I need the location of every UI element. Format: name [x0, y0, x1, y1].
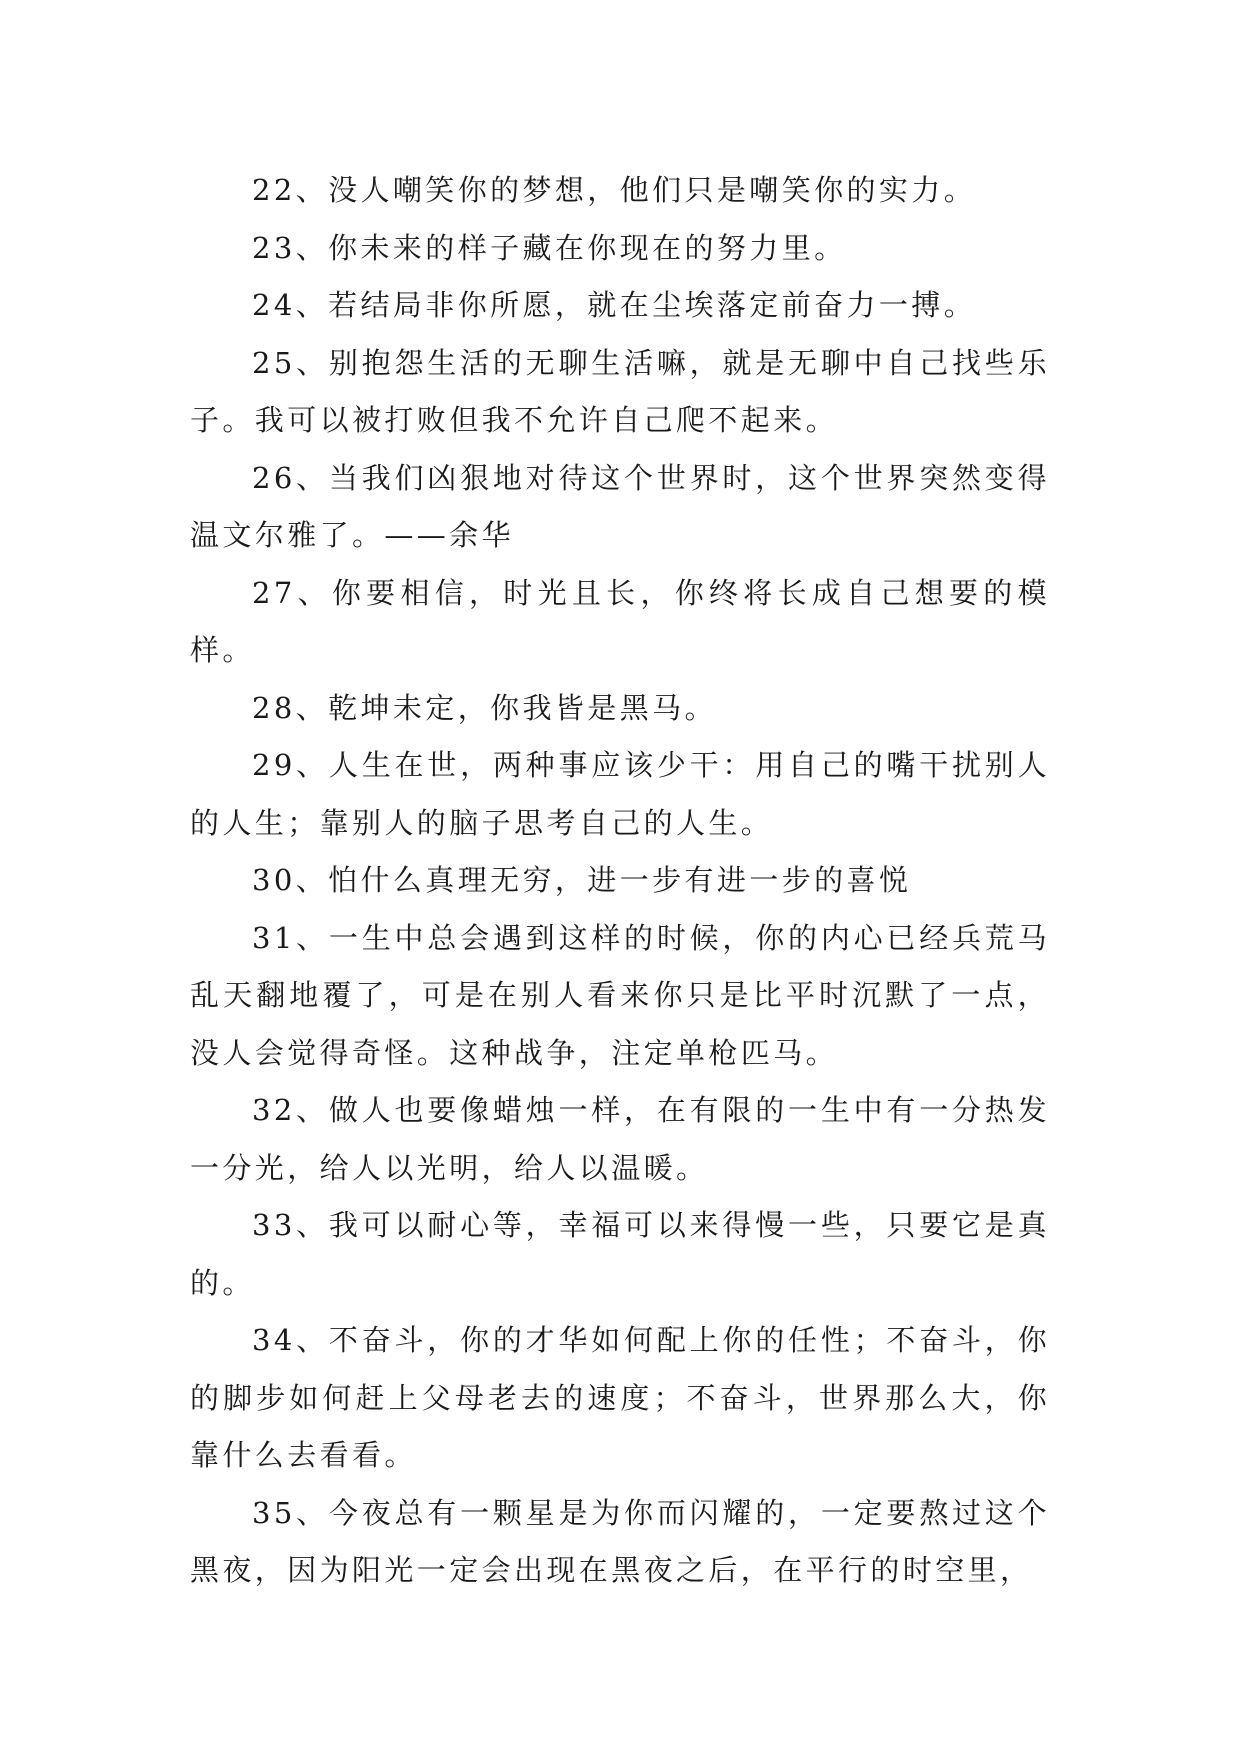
paragraph-30: 30、怕什么真理无穷，进一步有进一步的喜悦: [252, 863, 912, 897]
paragraph-24: 24、若结局非你所愿，就在尘埃落定前奋力一搏。: [252, 288, 977, 322]
paragraph-33: 33、我可以耐心等，幸福可以来得慢一些，只要它是真的。: [190, 1208, 1050, 1300]
paragraph-29: 29、人生在世，两种事应该少干：用自己的嘴干扰别人的人生；靠别人的脑子思考自己的人生。: [190, 748, 1050, 840]
paragraph-27: 27、你要相信，时光且长，你终将长成自己想要的模样。: [190, 575, 1050, 667]
document-body: [190, 162, 1050, 1600]
paragraph-31: 31、一生中总会遇到这样的时候，你的内心已经兵荒马乱天翻地覆了，可是在别人看来你只是比平时沉默了一点，没人会觉得奇怪。这种战争，注定单枪匹马。: [190, 920, 1050, 1070]
paragraph-34: 34、不奋斗，你的才华如何配上你的任性；不奋斗，你的脚步如何赶上父母老去的速度；不奋斗，世界那么大，你靠什么去看看。: [190, 1323, 1050, 1472]
paragraph-26: 26、当我们凶狠地对待这个世界时，这个世界突然变得温文尔雅了。——余华: [190, 460, 1050, 552]
paragraph-28: 28、乾坤未定，你我皆是黑马。: [252, 690, 717, 725]
paragraph-32: 32、做人也要像蜡烛一样，在有限的一生中有一分热发一分光，给人以光明，给人以温暖。: [190, 1093, 1050, 1185]
paragraph-25: 25、别抱怨生活的无聊生活嘛，就是无聊中自己找些乐子。我可以被打败但我不允许自己爬不起来。: [190, 345, 1050, 437]
paragraph-23: 23、你未来的样子藏在你现在的努力里。: [252, 230, 847, 265]
paragraph-35: 35、今夜总有一颗星是为你而闪耀的，一定要熬过这个黑夜，因为阳光一定会出现在黑夜之后，在平行的时空里，: [190, 1495, 1050, 1587]
paragraph-22: 22、没人嘲笑你的梦想，他们只是嘲笑你的实力。: [252, 173, 977, 207]
